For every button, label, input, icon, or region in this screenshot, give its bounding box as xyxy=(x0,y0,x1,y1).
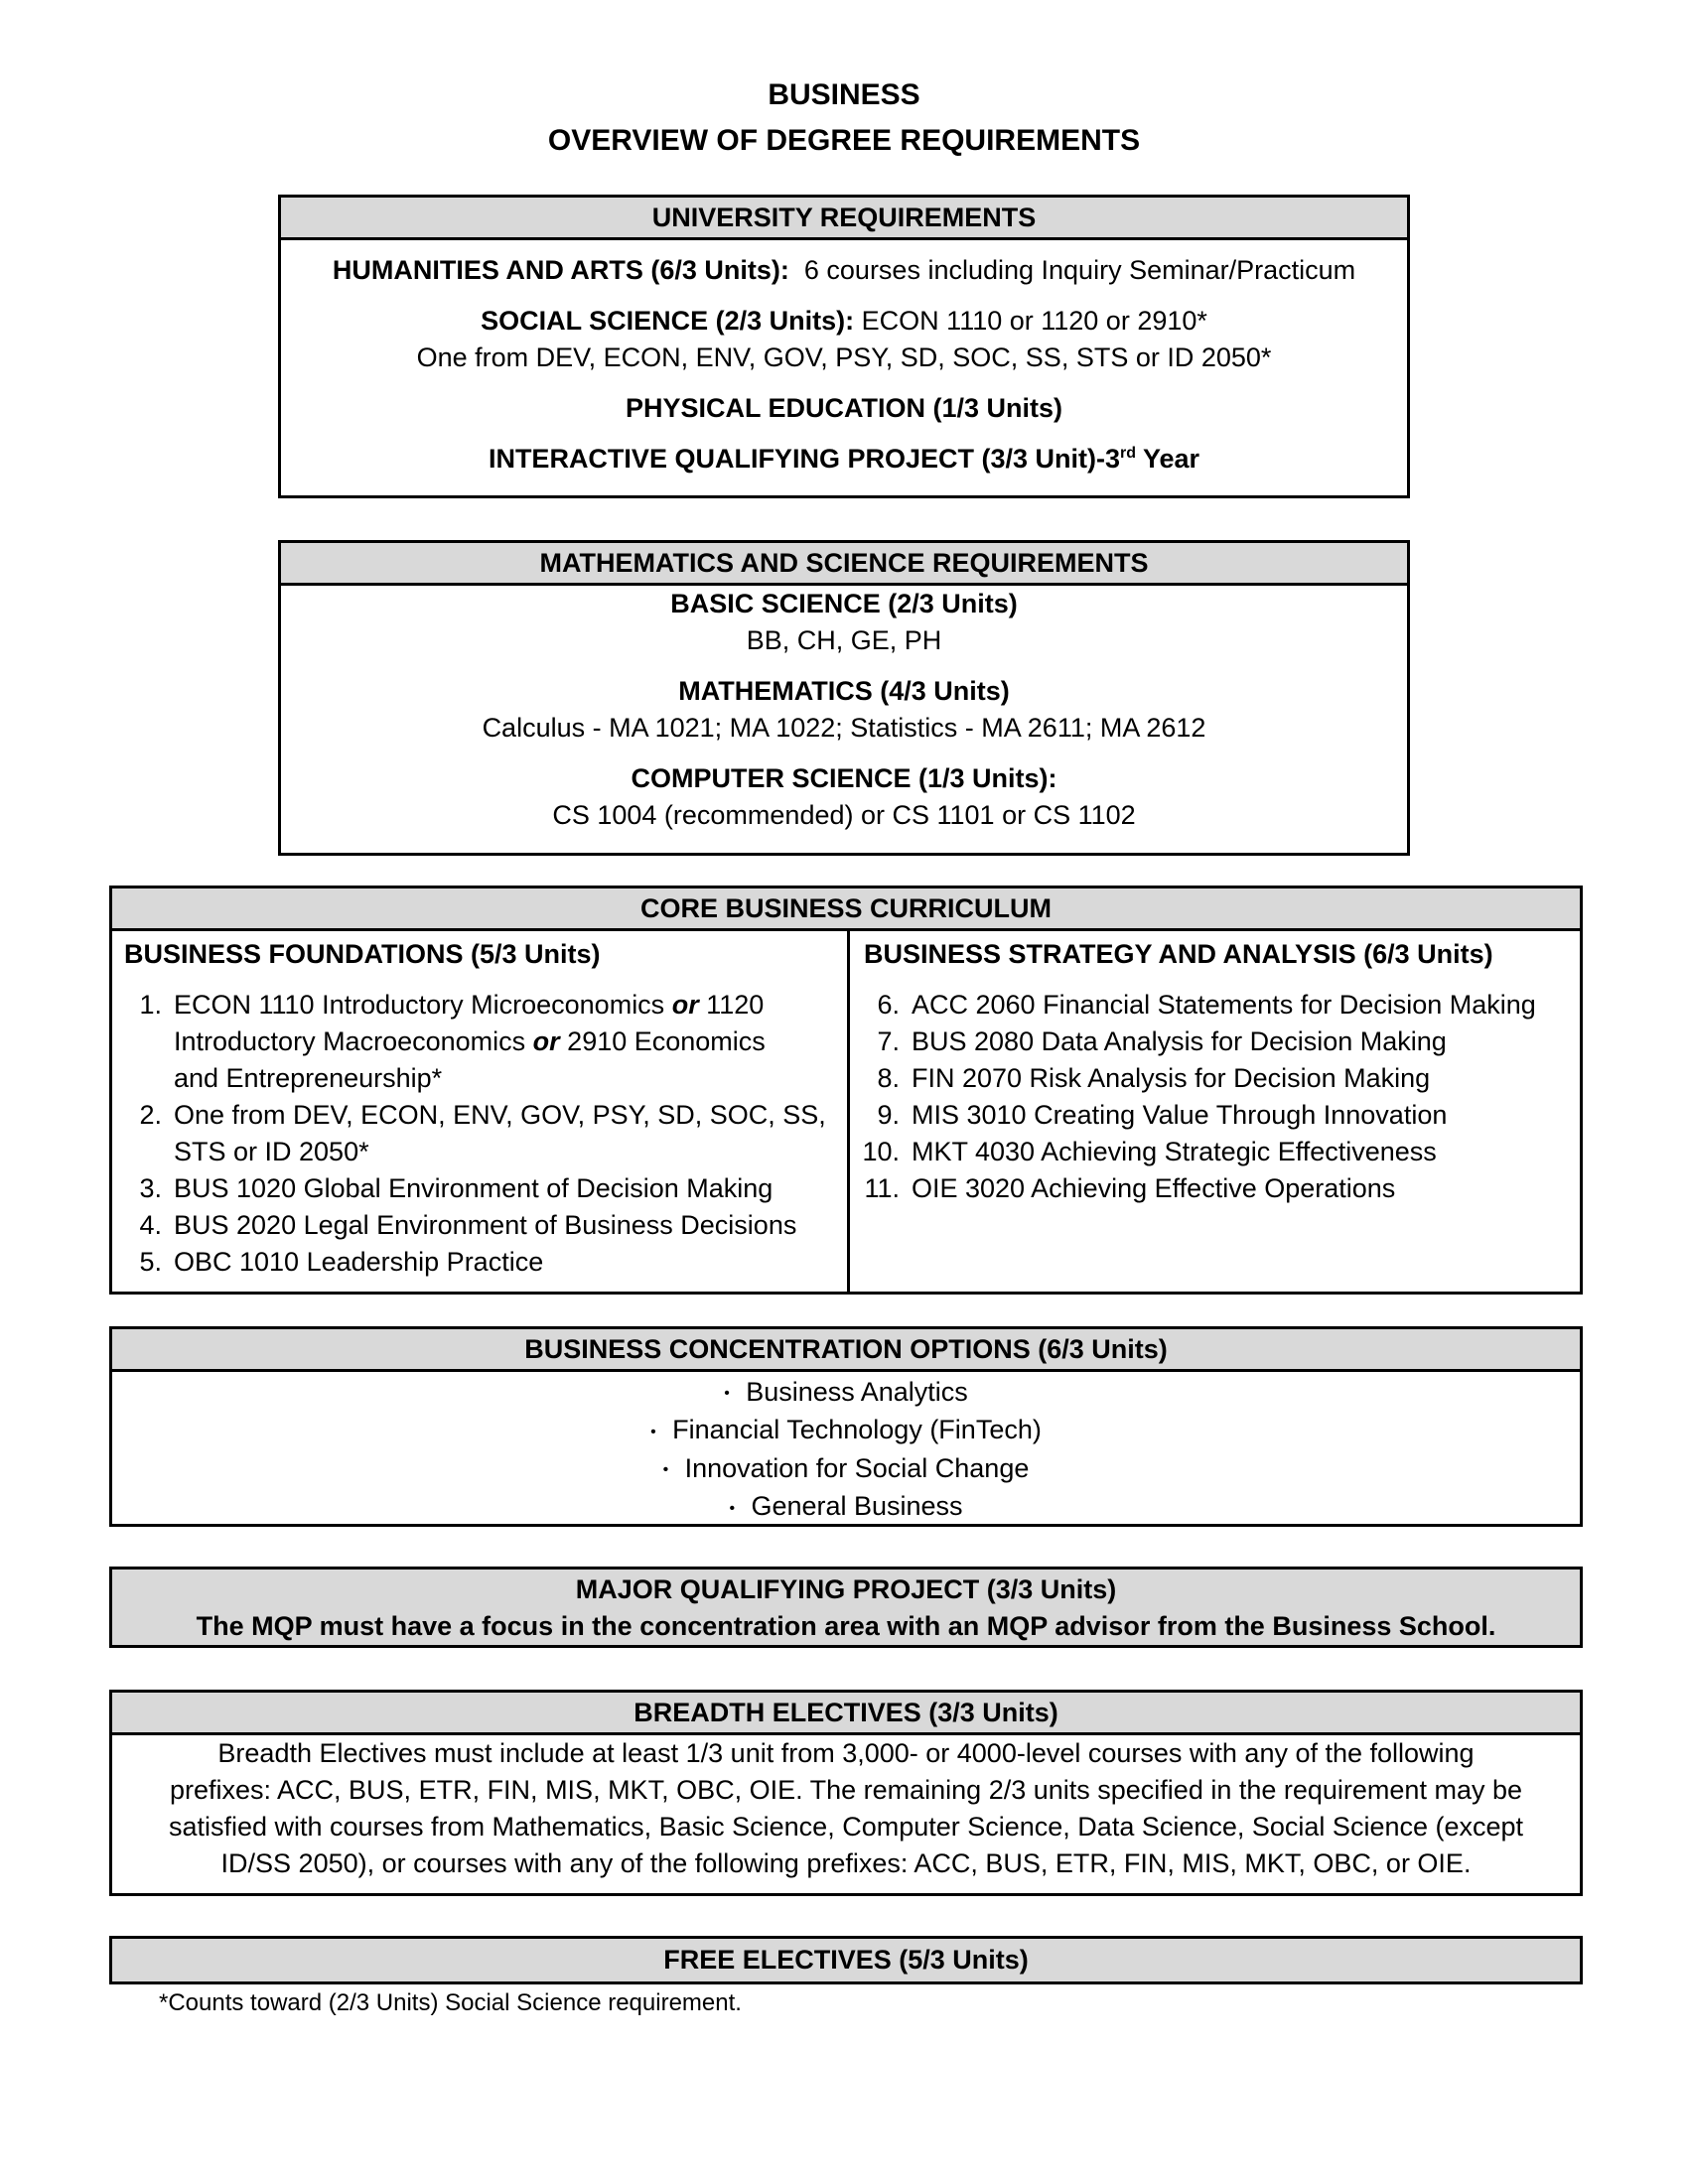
mqp-description: The MQP must have a focus in the concentration area with an MQP advisor from the Business School. xyxy=(196,1611,1496,1641)
item-text: BUS 2020 Legal Environment of Business Decisions xyxy=(174,1210,797,1240)
computer-science-label: COMPUTER SCIENCE (1/3 Units): xyxy=(631,763,1057,793)
item-text: MIS 3010 Creating Value Through Innovation xyxy=(912,1100,1448,1130)
item-text: OIE 3020 Achieving Effective Operations xyxy=(912,1173,1396,1203)
page-title-line2: OVERVIEW OF DEGREE REQUIREMENTS xyxy=(547,124,1141,157)
physical-education-label: PHYSICAL EDUCATION (1/3 Units) xyxy=(625,393,1063,423)
computer-science-text: CS 1004 (recommended) or CS 1101 or CS 1102 xyxy=(552,800,1136,830)
social-science-text2: One from DEV, ECON, ENV, GOV, PSY, SD, SOC, SS, STS or ID 2050* xyxy=(416,342,1272,372)
item-text: 1120 xyxy=(706,990,765,1020)
list-item xyxy=(850,1024,1580,1060)
concentration-box xyxy=(109,1326,1583,1527)
or-text: or xyxy=(532,1026,560,1056)
list-item xyxy=(850,1060,1580,1097)
mathematics-label: MATHEMATICS (4/3 Units) xyxy=(678,676,1010,706)
item-text: 2910 Economics xyxy=(567,1026,766,1056)
item-number: 9. xyxy=(877,1100,900,1130)
list-item xyxy=(850,987,1580,1024)
foundations-column xyxy=(112,931,850,1292)
humanities-line xyxy=(281,252,1407,289)
breadth-line-3: satisfied with courses from Mathematics, Basic Science, Computer Science, Data Science, Social Science (except xyxy=(168,1812,1524,1842)
iqp-superscript: rd xyxy=(1119,445,1136,462)
item-text: BUS 1020 Global Environment of Decision Making xyxy=(174,1173,774,1203)
list-item xyxy=(850,1170,1580,1207)
bullet-icon: • xyxy=(662,1461,669,1479)
item-number: 10. xyxy=(862,1137,900,1166)
list-item xyxy=(850,1097,1580,1134)
bullet-icon: • xyxy=(729,1499,736,1517)
breadth-line-4: ID/SS 2050), or courses with any of the following prefixes: ACC, BUS, ETR, FIN, MIS, MKT, OBC, or OIE. xyxy=(220,1848,1472,1878)
social-science-label: SOCIAL SCIENCE (2/3 Units): xyxy=(481,306,855,336)
item-text: and Entrepreneurship* xyxy=(174,1063,443,1093)
mqp-header: MAJOR QUALIFYING PROJECT (3/3 Units) xyxy=(575,1574,1117,1604)
mathematics-text: Calculus - MA 1021; MA 1022; Statistics - MA 2611; MA 2612 xyxy=(482,713,1206,743)
list-item xyxy=(112,1450,1580,1488)
list-item xyxy=(112,987,847,1097)
free-electives-box xyxy=(109,1936,1583,1984)
list-item xyxy=(112,1097,847,1170)
iqp-tail: Year xyxy=(1143,444,1200,474)
foundations-header: BUSINESS FOUNDATIONS (5/3 Units) xyxy=(124,939,601,969)
social-science-line xyxy=(281,303,1407,340)
option-text: Financial Technology (FinTech) xyxy=(672,1415,1042,1445)
item-number: 3. xyxy=(139,1173,162,1203)
breadth-header: BREADTH ELECTIVES (3/3 Units) xyxy=(112,1693,1580,1735)
strategy-header: BUSINESS STRATEGY AND ANALYSIS (6/3 Units) xyxy=(864,939,1493,969)
item-number: 4. xyxy=(139,1210,162,1240)
math-science-header: MATHEMATICS AND SCIENCE REQUIREMENTS xyxy=(281,543,1407,586)
strategy-column xyxy=(850,931,1580,1292)
core-business-header: CORE BUSINESS CURRICULUM xyxy=(112,888,1580,931)
university-requirements-box xyxy=(278,195,1410,498)
page-title-line1: BUSINESS xyxy=(768,78,920,111)
or-text: or xyxy=(671,990,699,1020)
item-number: 8. xyxy=(877,1063,900,1093)
option-text: Innovation for Social Change xyxy=(684,1452,1030,1483)
foundations-list xyxy=(112,987,847,1281)
item-number: 2. xyxy=(139,1100,162,1130)
option-text: General Business xyxy=(751,1491,963,1522)
humanities-text: 6 courses including Inquiry Seminar/Practicum xyxy=(803,255,1356,285)
item-number: 5. xyxy=(139,1247,162,1277)
item-text: Introductory Macroeconomics xyxy=(174,1026,526,1056)
item-text: FIN 2070 Risk Analysis for Decision Making xyxy=(912,1063,1431,1093)
item-text: ECON 1110 Introductory Microeconomics xyxy=(174,990,665,1020)
list-item xyxy=(112,1170,847,1207)
concentration-header: BUSINESS CONCENTRATION OPTIONS (6/3 Units) xyxy=(112,1329,1580,1372)
footnote: *Counts toward (2/3 Units) Social Science requirement. xyxy=(159,1989,742,2016)
social-science-text: ECON 1110 or 1120 or 2910* xyxy=(861,306,1207,336)
free-electives-header: FREE ELECTIVES (5/3 Units) xyxy=(663,1945,1029,1975)
bullet-icon: • xyxy=(724,1385,730,1403)
bullet-icon: • xyxy=(650,1423,656,1440)
humanities-label: HUMANITIES AND ARTS (6/3 Units): xyxy=(332,255,789,285)
basic-science-text: BB, CH, GE, PH xyxy=(746,625,942,655)
core-business-box xyxy=(109,886,1583,1295)
list-item xyxy=(112,1488,1580,1526)
strategy-list xyxy=(850,987,1580,1207)
item-text: ACC 2060 Financial Statements for Decision Making xyxy=(912,990,1536,1020)
basic-science-label: BASIC SCIENCE (2/3 Units) xyxy=(670,589,1018,618)
math-science-box xyxy=(278,540,1410,856)
breadth-line-1: Breadth Electives must include at least 1/3 unit from 3,000- or 4000-level courses with any of the following xyxy=(217,1738,1475,1768)
option-text: Business Analytics xyxy=(746,1377,968,1407)
item-number: 11. xyxy=(864,1173,900,1203)
breadth-line-2: prefixes: ACC, BUS, ETR, FIN, MIS, MKT, OBC, OIE. The remaining 2/3 units specified in the requirement may be xyxy=(169,1775,1522,1805)
iqp-label: INTERACTIVE QUALIFYING PROJECT (3/3 Unit)-3 xyxy=(488,444,1120,474)
university-requirements-header: UNIVERSITY REQUIREMENTS xyxy=(281,198,1407,240)
item-number: 7. xyxy=(877,1026,900,1056)
mqp-box xyxy=(109,1567,1583,1648)
list-item xyxy=(112,1207,847,1244)
item-number: 6. xyxy=(877,990,900,1020)
list-item xyxy=(850,1134,1580,1170)
item-text: STS or ID 2050* xyxy=(174,1137,369,1166)
item-text: MKT 4030 Achieving Strategic Effectiveness xyxy=(912,1137,1437,1166)
item-number: 1. xyxy=(139,990,162,1020)
breadth-box xyxy=(109,1690,1583,1896)
iqp-line xyxy=(281,441,1407,478)
list-item xyxy=(112,1412,1580,1449)
item-text: OBC 1010 Leadership Practice xyxy=(174,1247,544,1277)
list-item xyxy=(112,1374,1580,1412)
item-text: One from DEV, ECON, ENV, GOV, PSY, SD, SOC, SS, xyxy=(174,1100,826,1130)
list-item xyxy=(112,1244,847,1281)
item-text: BUS 2080 Data Analysis for Decision Making xyxy=(912,1026,1447,1056)
